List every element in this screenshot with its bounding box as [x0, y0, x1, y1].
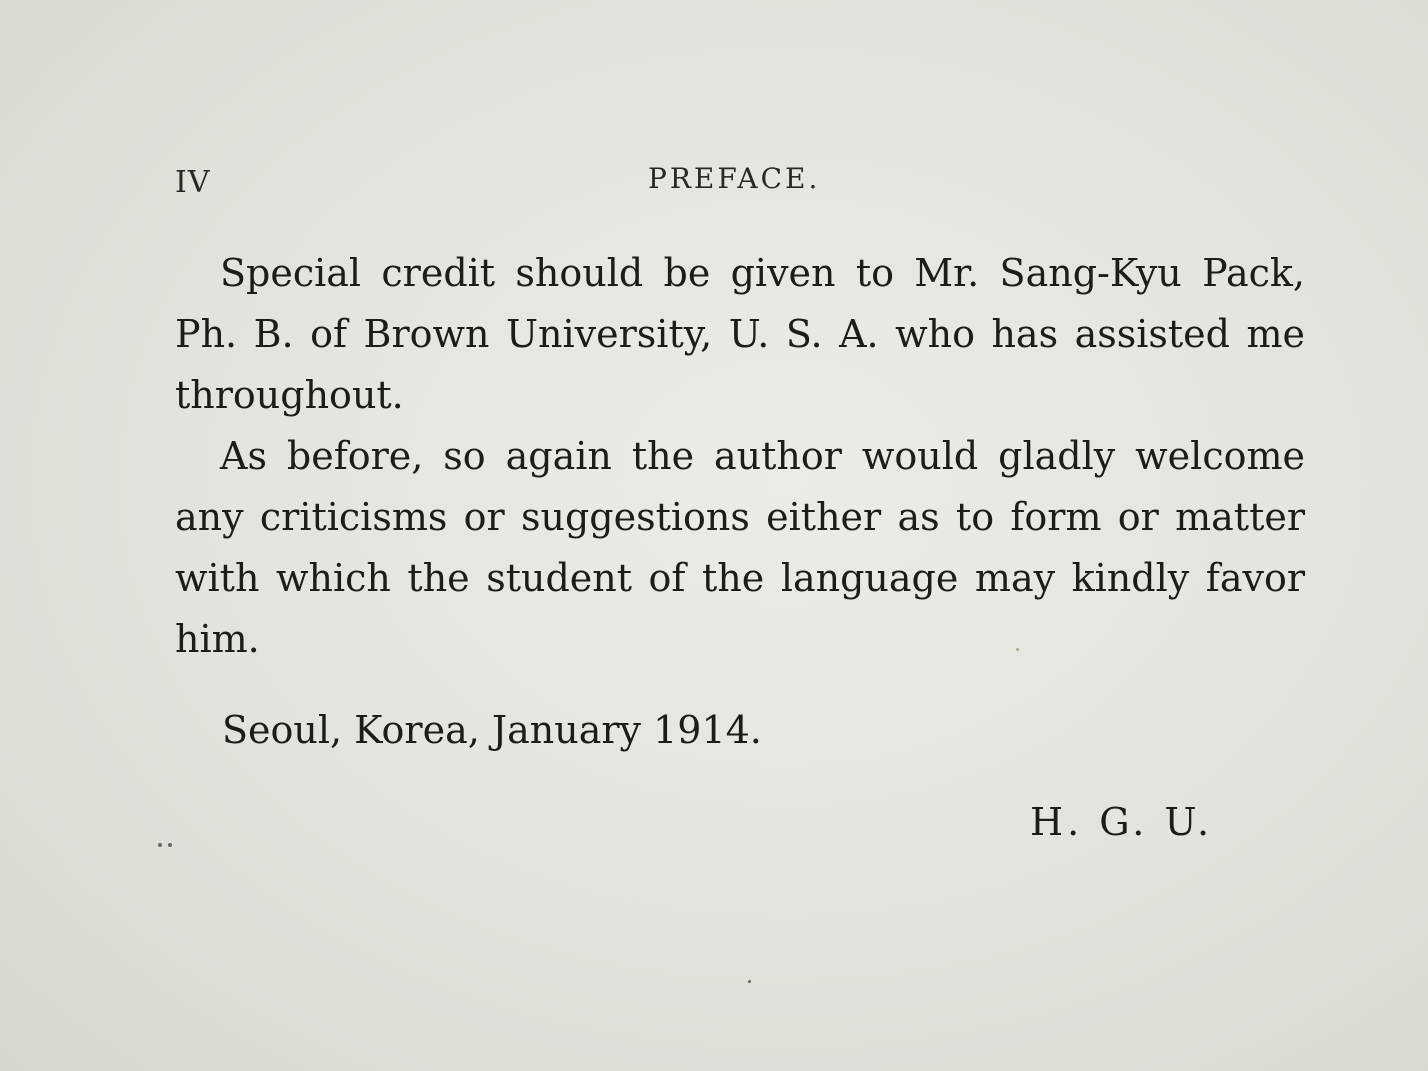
paper-speck [748, 980, 751, 983]
page-number: IV [175, 165, 211, 200]
paragraph-criticisms-text: As before, so again the author would gladly welcome any criticisms or suggestions either as to form or matter with which the student of the language may kindly favor him. [175, 434, 1305, 661]
paper-speck [1016, 648, 1019, 651]
dateline: Seoul, Korea, January 1914. [222, 708, 762, 752]
paragraph-criticisms [175, 426, 1305, 670]
paper-speck [168, 843, 172, 847]
paragraph-credit-text: Special credit should be given to Mr. Sang-Kyu Pack, Ph. B. of Brown University, U. S. A. who has assisted me throughout. [175, 251, 1305, 417]
author-initials: H. G. U. [1030, 800, 1214, 844]
paragraph-credit [175, 243, 1305, 426]
running-title: PREFACE. [648, 162, 821, 195]
paper-speck [158, 843, 162, 847]
